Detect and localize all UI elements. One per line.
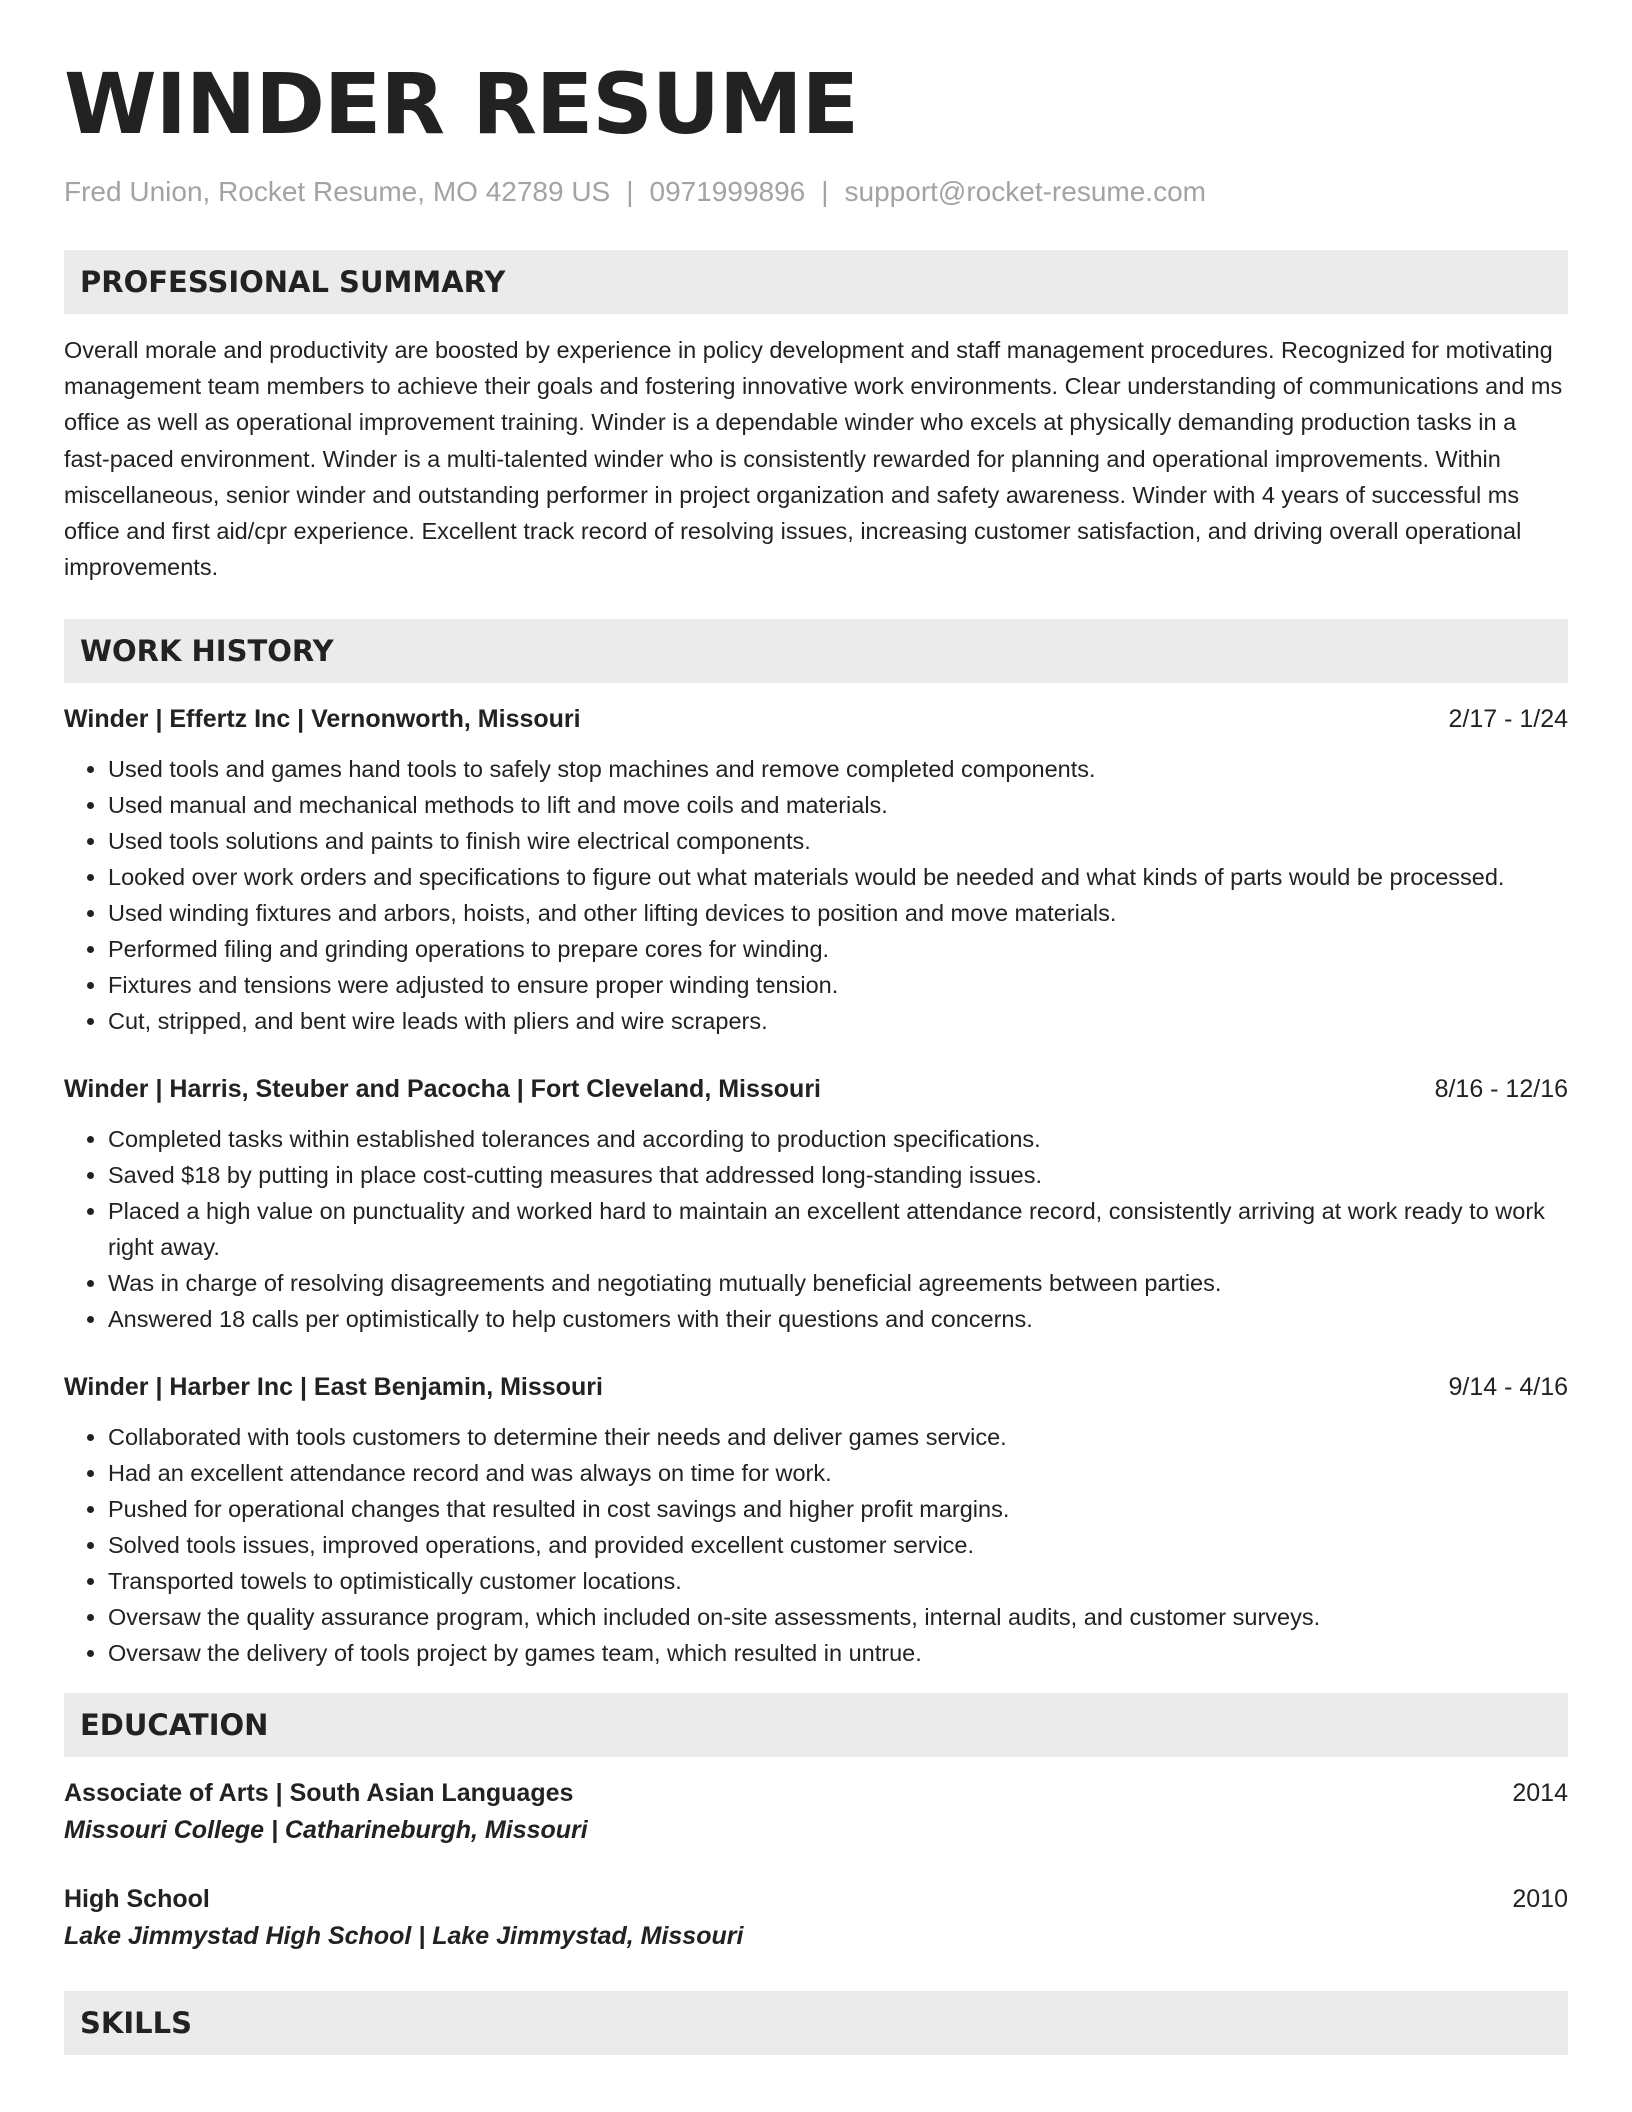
- job-bullet: • Oversaw the delivery of tools project by games team, which resulted in untrue.: [108, 1635, 1568, 1671]
- section-header-skills: SKILLS: [64, 1991, 1568, 2055]
- contact-separator: |: [821, 176, 829, 207]
- professional-summary: Overall morale and productivity are boosted by experience in policy development and staff management procedures. Recognized for motivating management team members to achieve their goals and fostering innovative work environments. Clear understanding of communications and ms office as well as operational improvement training. Winder is a dependable winder who excels at physically demanding production tasks in a fast-paced environment. Winder is a multi-talented winder who is consistently rewarded for planning and operational improvements. Within miscellaneous, senior winder and outstanding performer in project organization and safety awareness. Winder with 4 years of successful ms office and first aid/cpr experience. Excellent track record of resolving issues, increasing customer satisfaction, and driving overall operational improvements.: [64, 337, 1563, 581]
- job-bullet: • Looked over work orders and specifications to figure out what materials would be needed and what kinds of parts would be processed.: [108, 859, 1568, 895]
- job-bullet: • Used winding fixtures and arbors, hoists, and other lifting devices to position and move materials.: [108, 895, 1568, 931]
- job-bullets: [64, 1419, 1568, 1671]
- job-heading: Winder | Harris, Steuber and Pacocha | Fort Cleveland, Missouri: [64, 1075, 822, 1104]
- resume-title: WINDER RESUME: [64, 55, 858, 153]
- job-bullet: • Placed a high value on punctuality and worked hard to maintain an excellent attendance record, consistently arriving at work ready to work right away.: [108, 1193, 1568, 1265]
- job-bullet: • Was in charge of resolving disagreements and negotiating mutually beneficial agreements between parties.: [108, 1265, 1568, 1301]
- job-bullet: • Completed tasks within established tolerances and according to production specifications.: [108, 1121, 1568, 1157]
- job-dates: 9/14 - 4/16: [1448, 1373, 1568, 1402]
- job-bullet: • Saved $18 by putting in place cost-cutting measures that addressed long-standing issues.: [108, 1157, 1568, 1193]
- education-year: 2014: [1512, 1779, 1568, 1808]
- job-entry: [64, 701, 1568, 1039]
- section-header-work-history: WORK HISTORY: [64, 619, 1568, 683]
- job-bullet: • Pushed for operational changes that resulted in cost savings and higher profit margins.: [108, 1491, 1568, 1527]
- contact-phone: 0971999896: [649, 176, 806, 207]
- job-bullet: • Answered 18 calls per optimistically to help customers with their questions and concerns.: [108, 1301, 1568, 1337]
- job-bullet: • Solved tools issues, improved operations, and provided excellent customer service.: [108, 1527, 1568, 1563]
- job-header: [64, 701, 1568, 737]
- job-bullet: • Used tools and games hand tools to safely stop machines and remove completed components.: [108, 751, 1568, 787]
- job-bullet: • Collaborated with tools customers to determine their needs and deliver games service.: [108, 1419, 1568, 1455]
- job-bullet: • Transported towels to optimistically customer locations.: [108, 1563, 1568, 1599]
- job-entry: [64, 1071, 1568, 1337]
- education-degree: High School: [64, 1885, 210, 1914]
- education-school: Lake Jimmystad High School | Lake Jimmystad, Missouri: [64, 1922, 744, 1951]
- job-bullet: • Used manual and mechanical methods to lift and move coils and materials.: [108, 787, 1568, 823]
- job-entry: [64, 1369, 1568, 1671]
- job-bullet: • Fixtures and tensions were adjusted to ensure proper winding tension.: [108, 967, 1568, 1003]
- job-bullet: • Had an excellent attendance record and was always on time for work.: [108, 1455, 1568, 1491]
- job-bullet: • Cut, stripped, and bent wire leads with pliers and wire scrapers.: [108, 1003, 1568, 1039]
- job-bullet: • Performed filing and grinding operations to prepare cores for winding.: [108, 931, 1568, 967]
- section-header-education: EDUCATION: [64, 1693, 1568, 1757]
- education-entry: [64, 1881, 1568, 1955]
- job-dates: 8/16 - 12/16: [1434, 1075, 1568, 1104]
- education-header: [64, 1775, 1568, 1811]
- job-header: [64, 1369, 1568, 1405]
- job-heading: Winder | Harber Inc | East Benjamin, Missouri: [64, 1373, 603, 1402]
- education-entry: [64, 1775, 1568, 1849]
- contact-email: support@rocket-resume.com: [844, 176, 1206, 207]
- job-heading: Winder | Effertz Inc | Vernonworth, Missouri: [64, 705, 581, 734]
- job-header: [64, 1071, 1568, 1107]
- contact-address: Fred Union, Rocket Resume, MO 42789 US: [64, 176, 611, 207]
- education-header: [64, 1881, 1568, 1917]
- job-bullet: • Used tools solutions and paints to finish wire electrical components.: [108, 823, 1568, 859]
- contact-separator: |: [626, 176, 634, 207]
- section-header-summary: PROFESSIONAL SUMMARY: [64, 250, 1568, 314]
- job-bullets: [64, 751, 1568, 1039]
- job-bullets: [64, 1121, 1568, 1337]
- job-bullet: • Oversaw the quality assurance program, which included on-site assessments, internal audits, and customer surveys.: [108, 1599, 1568, 1635]
- education-degree: Associate of Arts | South Asian Languages: [64, 1779, 574, 1808]
- education-year: 2010: [1512, 1885, 1568, 1914]
- education-school: Missouri College | Catharineburgh, Missouri: [64, 1816, 588, 1845]
- job-dates: 2/17 - 1/24: [1448, 705, 1568, 734]
- contact-line: [64, 174, 1568, 210]
